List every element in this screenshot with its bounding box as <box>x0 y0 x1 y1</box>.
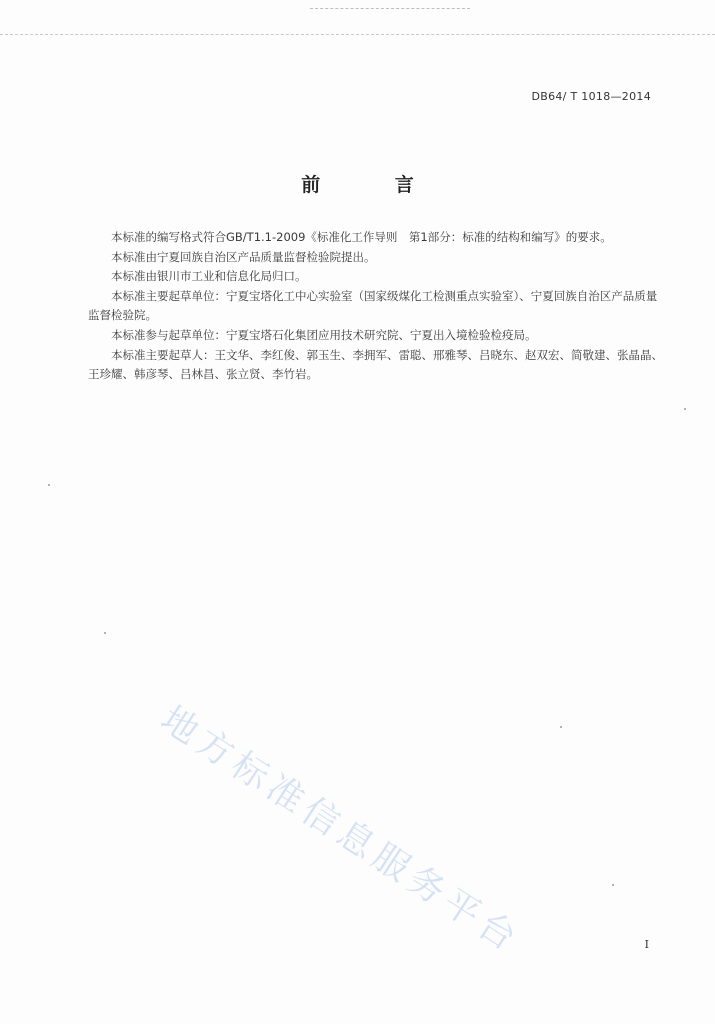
page-number: I <box>644 938 649 951</box>
scan-speck <box>560 726 562 728</box>
paragraph-centralized: 本标准由银川市工业和信息化局归口。 <box>111 269 307 284</box>
paragraph-proposer: 本标准由宁夏回族自治区产品质量监督检验院提出。 <box>111 249 376 264</box>
watermark: 地方标准信息服务平台 <box>153 698 528 962</box>
scan-speck <box>104 632 106 634</box>
scan-artifact-line-top <box>310 8 470 9</box>
standard-code: DB64/ T 1018—2014 <box>531 90 651 103</box>
paragraph-participating-units: 本标准参与起草单位：宁夏宝塔石化集团应用技术研究院、宁夏出入境检验检疫局。 <box>111 327 537 342</box>
page-title: 前 言 <box>301 174 448 196</box>
paragraph-main-drafting-units: 本标准主要起草单位：宁夏宝塔化工中心实验室（国家级煤化工检测重点实验室）、宁夏回族自治区产品质量监督检验院。 <box>88 288 658 323</box>
scan-speck <box>684 408 686 410</box>
paragraph-drafters: 本标准主要起草人：王文华、李红俊、郭玉生、李拥军、雷聪、邢雅琴、吕晓东、赵双宏、简敬建、张晶晶、王珍耀、韩彦琴、吕林昌、张立贤、李竹岩。 <box>88 347 663 382</box>
scan-speck <box>612 884 614 886</box>
scan-speck <box>48 484 50 486</box>
scan-artifact-line <box>0 34 715 35</box>
foreword-body <box>88 228 663 385</box>
paragraph-format: 本标准的编写格式符合GB/T1.1-2009《标准化工作导则 第1部分：标准的结构和编写》的要求。 <box>111 230 612 244</box>
